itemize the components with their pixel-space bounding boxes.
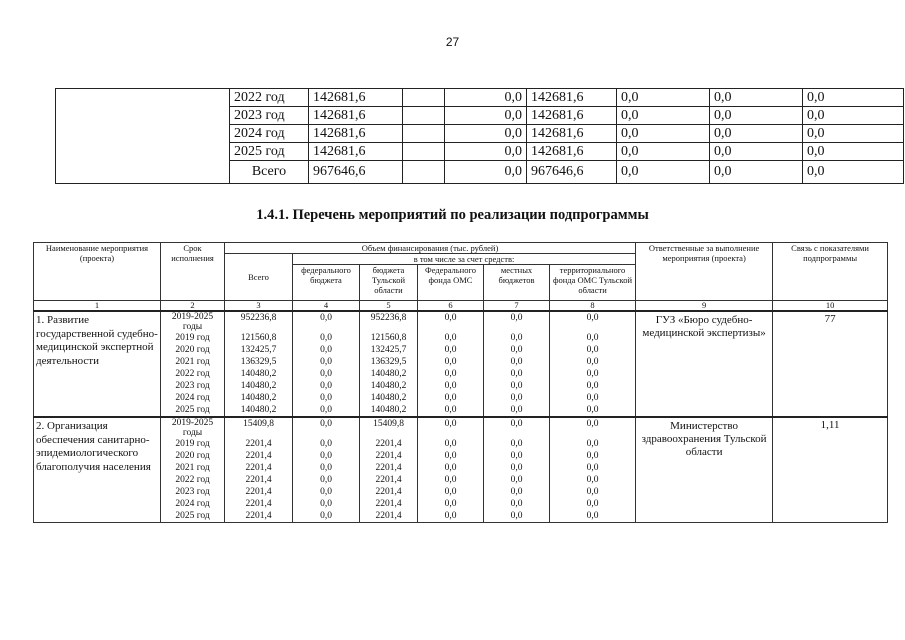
value-cell: 0,0: [710, 143, 803, 161]
header-name: Наименование мероприятия (проекта): [34, 243, 161, 301]
totals-cell: [225, 417, 293, 523]
regional-value: 140480,2: [370, 381, 407, 391]
fed-oms-value: 0,0: [444, 313, 457, 323]
local-cell: [484, 417, 550, 523]
term-cell-value: 2025 год: [175, 511, 210, 521]
local-value: 0,0: [510, 499, 523, 509]
federal-cell: [293, 417, 360, 523]
totals-value: 140480,2: [240, 393, 277, 403]
term-cell-value: 2020 год: [175, 451, 210, 461]
local-cell: [484, 311, 550, 417]
terr-oms-value: 0,0: [586, 313, 599, 323]
column-number: 4: [293, 301, 360, 312]
year-cell: 2025 год: [230, 143, 309, 161]
value-cell: 142681,6: [527, 125, 617, 143]
value-cell: 142681,6: [527, 143, 617, 161]
term-cell-value: 2019 год: [175, 439, 210, 449]
local-value: 0,0: [510, 487, 523, 497]
column-number: 7: [484, 301, 550, 312]
terr-oms-value: 0,0: [586, 369, 599, 379]
header-link: Связь с показателями подпрограммы: [773, 243, 888, 301]
local-value: 0,0: [510, 333, 523, 343]
fed-oms-value: 0,0: [444, 369, 457, 379]
blank-cell: [403, 89, 445, 107]
empty-cell: [56, 89, 230, 184]
fed-oms-value: 0,0: [444, 333, 457, 343]
blank-cell: [403, 161, 445, 184]
totals-value: 2201,4: [245, 451, 272, 461]
local-value: 0,0: [510, 463, 523, 473]
fed-oms-value: 0,0: [444, 487, 457, 497]
local-value: 0,0: [510, 393, 523, 403]
blank-cell: [403, 125, 445, 143]
federal-value: 0,0: [320, 487, 332, 497]
totals-value: 136329,5: [240, 357, 277, 367]
federal-value: 0,0: [320, 475, 332, 485]
value-cell: 0,0: [803, 89, 904, 107]
fed-oms-cell: [418, 417, 484, 523]
blank-cell: [403, 143, 445, 161]
term-cell-value: 2024 год: [175, 393, 210, 403]
value-cell: 0,0: [617, 107, 710, 125]
year-cell: 2022 год: [230, 89, 309, 107]
federal-value: 0,0: [320, 333, 332, 343]
terr-oms-value: 0,0: [586, 381, 599, 391]
local-value: 0,0: [510, 439, 523, 449]
terr-oms-value: 0,0: [586, 419, 599, 429]
column-number: 1: [34, 301, 161, 312]
fed-oms-cell: [418, 311, 484, 417]
local-value: 0,0: [510, 451, 523, 461]
total-cell: 142681,6: [309, 89, 403, 107]
terr-oms-value: 0,0: [586, 439, 599, 449]
value-cell: 0,0: [445, 161, 527, 184]
totals-value: 140480,2: [240, 381, 277, 391]
fed-oms-value: 0,0: [444, 405, 457, 415]
value-cell: 0,0: [803, 143, 904, 161]
totals-value: 140480,2: [240, 405, 277, 415]
terr-oms-value: 0,0: [586, 451, 599, 461]
link-cell: 77: [773, 311, 888, 417]
regional-value: 140480,2: [370, 405, 407, 415]
link-cell: 1,11: [773, 417, 888, 523]
regional-value: 15409,8: [373, 419, 404, 429]
value-cell: 0,0: [710, 125, 803, 143]
regional-value: 121560,8: [370, 333, 407, 343]
federal-value: 0,0: [320, 381, 332, 391]
totals-value: 2201,4: [245, 463, 272, 473]
activity-row: [34, 311, 888, 417]
totals-value: 2201,4: [245, 439, 272, 449]
term-cell-value: 2024 год: [175, 499, 210, 509]
federal-value: 0,0: [320, 357, 332, 367]
local-value: 0,0: [510, 511, 523, 521]
value-cell: 0,0: [710, 89, 803, 107]
fed-oms-value: 0,0: [444, 345, 457, 355]
value-cell: 0,0: [803, 161, 904, 184]
responsible-cell: Министерство здравоохранения Тульской области: [636, 417, 773, 523]
totals-cell: [225, 311, 293, 417]
value-cell: 0,0: [445, 89, 527, 107]
activity-name: 2. Организация обеспечения санитарно-эпидемиологического благополучия населения: [34, 417, 161, 523]
column-number: 3: [225, 301, 293, 312]
regional-value: 140480,2: [370, 393, 407, 403]
totals-value: 2201,4: [245, 499, 272, 509]
term-cell-value: 2019-2025 годы: [171, 312, 214, 332]
total-cell: 142681,6: [309, 143, 403, 161]
federal-value: 0,0: [320, 405, 332, 415]
value-cell: 0,0: [617, 143, 710, 161]
federal-value: 0,0: [320, 393, 332, 403]
header-local: местных бюджетов: [484, 265, 550, 301]
term-cell: [161, 311, 225, 417]
totals-value: 2201,4: [245, 487, 272, 497]
totals-value: 2201,4: [245, 511, 272, 521]
regional-value: 2201,4: [375, 475, 402, 485]
totals-value: 121560,8: [240, 333, 277, 343]
value-cell: 142681,6: [527, 107, 617, 125]
total-cell: 142681,6: [309, 107, 403, 125]
total-cell: 142681,6: [309, 125, 403, 143]
fed-oms-value: 0,0: [444, 463, 457, 473]
federal-value: 0,0: [320, 439, 332, 449]
local-value: 0,0: [510, 381, 523, 391]
value-cell: 0,0: [710, 161, 803, 184]
regional-value: 2201,4: [375, 463, 402, 473]
totals-value: 2201,4: [245, 475, 272, 485]
terr-oms-value: 0,0: [586, 463, 599, 473]
terr-oms-value: 0,0: [586, 405, 599, 415]
responsible-cell: ГУЗ «Бюро судебно-медицинской экспертизы»: [636, 311, 773, 417]
value-cell: 0,0: [445, 143, 527, 161]
federal-value: 0,0: [320, 511, 332, 521]
terr-oms-value: 0,0: [586, 475, 599, 485]
funding-row: [56, 89, 904, 107]
local-value: 0,0: [510, 357, 523, 367]
federal-value: 0,0: [320, 369, 332, 379]
local-value: 0,0: [510, 345, 523, 355]
totals-value: 132425,7: [240, 345, 277, 355]
year-cell: Всего: [230, 161, 309, 184]
value-cell: 0,0: [710, 107, 803, 125]
local-value: 0,0: [510, 369, 523, 379]
value-cell: 0,0: [803, 107, 904, 125]
funding-continuation-table: [55, 88, 904, 184]
federal-value: 0,0: [320, 313, 332, 323]
activities-table: [33, 242, 888, 523]
regional-value: 2201,4: [375, 451, 402, 461]
terr-oms-value: 0,0: [586, 333, 599, 343]
regional-cell: [360, 311, 418, 417]
federal-value: 0,0: [320, 499, 332, 509]
section-heading: 1.4.1. Перечень мероприятий по реализации подпрограммы: [256, 207, 649, 223]
local-value: 0,0: [510, 419, 523, 429]
terr-oms-value: 0,0: [586, 393, 599, 403]
term-cell-value: 2019-2025 годы: [171, 418, 214, 438]
column-number: 8: [550, 301, 636, 312]
fed-oms-value: 0,0: [444, 393, 457, 403]
term-cell: [161, 417, 225, 523]
terr-oms-value: 0,0: [586, 499, 599, 509]
value-cell: 0,0: [445, 125, 527, 143]
value-cell: 0,0: [617, 89, 710, 107]
column-number: 10: [773, 301, 888, 312]
totals-value: 952236,8: [240, 313, 277, 323]
totals-value: 15409,8: [243, 419, 274, 429]
header-term: Срок исполнения: [161, 243, 225, 301]
term-cell-value: 2023 год: [175, 381, 210, 391]
total-cell: 967646,6: [309, 161, 403, 184]
term-cell-value: 2023 год: [175, 487, 210, 497]
local-value: 0,0: [510, 475, 523, 485]
header-regional: бюджета Тульской области: [360, 265, 418, 301]
regional-value: 2201,4: [375, 499, 402, 509]
blank-cell: [403, 107, 445, 125]
terr-oms-cell: [550, 417, 636, 523]
header-federal: федерального бюджета: [293, 265, 360, 301]
column-number: 2: [161, 301, 225, 312]
term-cell-value: 2019 год: [175, 333, 210, 343]
federal-value: 0,0: [320, 463, 332, 473]
local-value: 0,0: [510, 405, 523, 415]
fed-oms-value: 0,0: [444, 451, 457, 461]
header-responsible: Ответственные за выполнение мероприятия (проекта): [636, 243, 773, 301]
value-cell: 0,0: [803, 125, 904, 143]
totals-value: 140480,2: [240, 369, 277, 379]
fed-oms-value: 0,0: [444, 499, 457, 509]
fed-oms-value: 0,0: [444, 511, 457, 521]
terr-oms-value: 0,0: [586, 345, 599, 355]
fed-oms-value: 0,0: [444, 357, 457, 367]
fed-oms-value: 0,0: [444, 381, 457, 391]
fed-oms-value: 0,0: [444, 419, 457, 429]
federal-value: 0,0: [320, 345, 332, 355]
year-cell: 2023 год: [230, 107, 309, 125]
term-cell-value: 2022 год: [175, 369, 210, 379]
regional-value: 132425,7: [370, 345, 407, 355]
column-number: 9: [636, 301, 773, 312]
federal-value: 0,0: [320, 451, 332, 461]
value-cell: 0,0: [617, 125, 710, 143]
terr-oms-cell: [550, 311, 636, 417]
year-cell: 2024 год: [230, 125, 309, 143]
federal-value: 0,0: [320, 419, 332, 429]
value-cell: 0,0: [445, 107, 527, 125]
fed-oms-value: 0,0: [444, 439, 457, 449]
regional-value: 952236,8: [370, 313, 407, 323]
column-number: 6: [418, 301, 484, 312]
fed-oms-value: 0,0: [444, 475, 457, 485]
terr-oms-value: 0,0: [586, 511, 599, 521]
regional-value: 136329,5: [370, 357, 407, 367]
page-number: 27: [445, 35, 460, 49]
term-cell-value: 2022 год: [175, 475, 210, 485]
value-cell: 142681,6: [527, 89, 617, 107]
header-including: в том числе за счет средств:: [293, 254, 636, 265]
header-fed-oms: Федерального фонда ОМС: [418, 265, 484, 301]
header-terr-oms: территориального фонда ОМС Тульской области: [550, 265, 636, 301]
terr-oms-value: 0,0: [586, 487, 599, 497]
federal-cell: [293, 311, 360, 417]
regional-value: 2201,4: [375, 511, 402, 521]
term-cell-value: 2025 год: [175, 405, 210, 415]
term-cell-value: 2021 год: [175, 463, 210, 473]
terr-oms-value: 0,0: [586, 357, 599, 367]
regional-value: 2201,4: [375, 439, 402, 449]
header-total: Всего: [225, 254, 293, 301]
activity-name: 1. Развитие государственной судебно-медицинской экспертной деятельности: [34, 311, 161, 417]
local-value: 0,0: [510, 313, 523, 323]
term-cell-value: 2021 год: [175, 357, 210, 367]
column-number: 5: [360, 301, 418, 312]
value-cell: 967646,6: [527, 161, 617, 184]
activity-row: [34, 417, 888, 523]
term-cell-value: 2020 год: [175, 345, 210, 355]
regional-value: 2201,4: [375, 487, 402, 497]
regional-value: 140480,2: [370, 369, 407, 379]
value-cell: 0,0: [617, 161, 710, 184]
header-financing: Объем финансирования (тыс. рублей): [225, 243, 636, 254]
regional-cell: [360, 417, 418, 523]
